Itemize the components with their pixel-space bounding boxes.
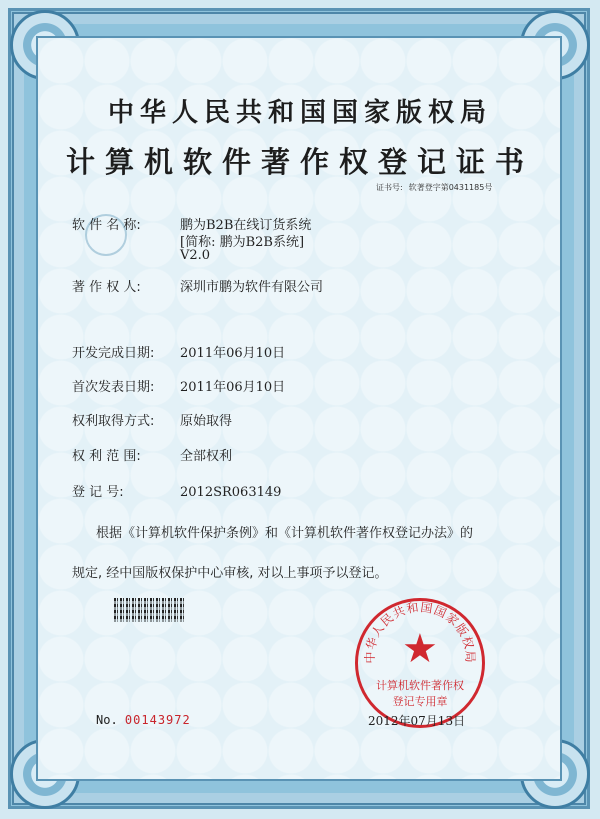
field-scope [72,445,232,464]
field-owner [72,276,323,295]
issuing-authority: 中华人民共和国国家版权局 [107,98,492,128]
field-label: 开发完成日期: [72,346,155,361]
seal-arc-label: 中华人民共和国国家版权局 [362,601,478,664]
field-label: 著 作 权 人: [72,280,141,295]
field-publish-date [72,376,285,395]
field-value: 全部权利 [180,449,233,464]
field-value: 2011年06月10日 [180,380,286,395]
field-reg-no [72,481,281,500]
field-label: 权 利 范 围: [72,449,141,464]
certificate-title: 计算机软件著作权登记证书 [65,145,534,179]
field-label: 首次发表日期: [72,380,155,395]
barcode-icon [114,598,184,622]
field-value: 2012SR063149 [180,485,282,500]
field-dev-date [72,342,285,361]
seal-text-line-1: 计算机软件著作权 [376,679,464,692]
field-value: 2011年06月10日 [180,346,286,361]
seal-text-line-2: 登记专用章 [392,695,448,708]
field-acquire-method [72,410,232,429]
serial-prefix: No. [96,713,118,727]
field-label: 权利取得方式: [72,414,155,429]
field-value: 深圳市鹏为软件有限公司 [180,280,324,295]
official-seal [355,598,485,728]
field-value: 鹏为B2B在线订货系统 [180,218,312,233]
field-label: 软 件 名 称: [72,218,141,233]
issue-date: 2012年07月13日 [368,714,466,728]
serial-value: 00143972 [124,713,191,727]
body-text-line-2: 规定, 经中国版权保护中心审核, 对以上事项予以登记。 [72,566,388,581]
certificate-number [376,182,498,193]
body-text-line-1: 根据《计算机软件保护条例》和《计算机软件著作权登记办法》的 [96,526,474,541]
software-version: V2.0 [180,248,211,263]
software-short-name: [简称: 鹏为B2B系统] [180,235,305,250]
field-label: 登 记 号: [72,485,124,500]
star-icon: ★ [402,626,438,672]
serial-number [96,713,191,727]
field-value: 原始取得 [180,414,233,429]
certificate-number-label: 证书号: [376,183,403,192]
certificate-number-value: 软著登字第0431185号 [408,183,493,192]
